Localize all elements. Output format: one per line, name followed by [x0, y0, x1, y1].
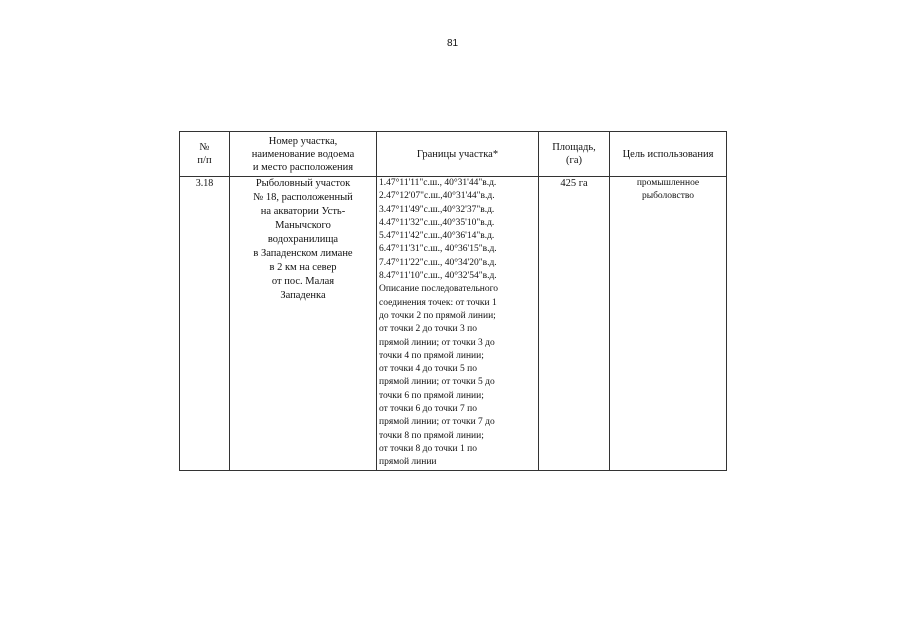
bounds-line: 2.47°12'07"с.ш.,40°31'44"в.д. [379, 191, 495, 202]
name-line: водохранилища [267, 234, 339, 245]
header-area-line: Площадь, [552, 142, 596, 153]
header-area-line: (га) [566, 155, 582, 166]
header-area [539, 132, 610, 177]
fishing-plots-table [179, 131, 727, 471]
cell-bounds [377, 177, 539, 471]
table-header-row [180, 132, 727, 177]
header-bounds [377, 132, 539, 177]
name-line: Рыболовный участок [255, 178, 351, 189]
bounds-line: 7.47°11'22"с.ш., 40°34'20"в.д. [379, 257, 497, 268]
name-line: в 2 км на север [269, 262, 337, 273]
name-line: на акватории Усть- [260, 206, 346, 217]
name-line: от пос. Малая [271, 276, 335, 287]
bounds-line: до точки 2 по прямой линии; [379, 310, 496, 321]
bounds-line: точки 8 по прямой линии; [379, 430, 484, 441]
header-num-line: № [199, 142, 210, 153]
bounds-line: прямой линии [379, 457, 437, 468]
header-name [230, 132, 377, 177]
bounds-line: от точки 4 до точки 5 по [379, 364, 477, 375]
bounds-line: 3.47°11'49"с.ш.,40°32'37"в.д. [379, 204, 495, 215]
header-num [180, 132, 230, 177]
cell-purpose [610, 177, 727, 471]
bounds-line: прямой линии; от точки 7 до [379, 417, 495, 428]
page-number: 81 [446, 38, 459, 49]
name-line: Манычского [275, 220, 331, 231]
name-line: в Западенском лимане [253, 248, 353, 259]
bounds-line: 5.47°11'42"с.ш.,40°36'14"в.д. [379, 231, 495, 242]
bounds-line: от точки 6 до точки 7 по [379, 404, 477, 415]
bounds-line: от точки 2 до точки 3 по [379, 324, 477, 335]
header-purpose-line: Цель использования [622, 148, 714, 160]
purpose-line: промышленное [636, 178, 700, 188]
bounds-line: точки 4 по прямой линии; [379, 350, 484, 361]
bounds-line: прямой линии; от точки 3 до [379, 337, 495, 348]
bounds-line: 8.47°11'10"с.ш., 40°32'54"в.д. [379, 271, 497, 282]
purpose-line: рыболовство [641, 190, 695, 201]
header-name-line: наименование водоема [251, 148, 355, 160]
header-bounds-line: Границы участка* [416, 148, 499, 160]
bounds-line: 4.47°11'32"с.ш.,40°35'10"в.д. [379, 217, 495, 228]
bounds-line: прямой линии; от точки 5 до [379, 377, 495, 388]
header-purpose [610, 132, 727, 177]
cell-name [230, 177, 377, 471]
bounds-line: точки 6 по прямой линии; [379, 390, 484, 401]
header-name-line: и место расположения [252, 161, 354, 173]
header-name-line: Номер участка, [268, 135, 338, 147]
bounds-line: соединения точек: от точки 1 [379, 297, 497, 308]
name-line: Западенка [280, 290, 326, 301]
table-row [180, 177, 727, 471]
name-line: № 18, расположенный [253, 192, 353, 203]
bounds-line: Описание последовательного [379, 284, 499, 295]
header-num-line: п/п [197, 155, 212, 166]
cell-num: 3.18 [180, 177, 230, 471]
bounds-line: 1.47°11'11"с.ш., 40°31'44"в.д. [379, 178, 497, 188]
bounds-line: от точки 8 до точки 1 по [379, 443, 477, 454]
cell-area: 425 га [539, 177, 610, 471]
bounds-line: 6.47°11'31"с.ш., 40°36'15"в.д. [379, 244, 497, 255]
